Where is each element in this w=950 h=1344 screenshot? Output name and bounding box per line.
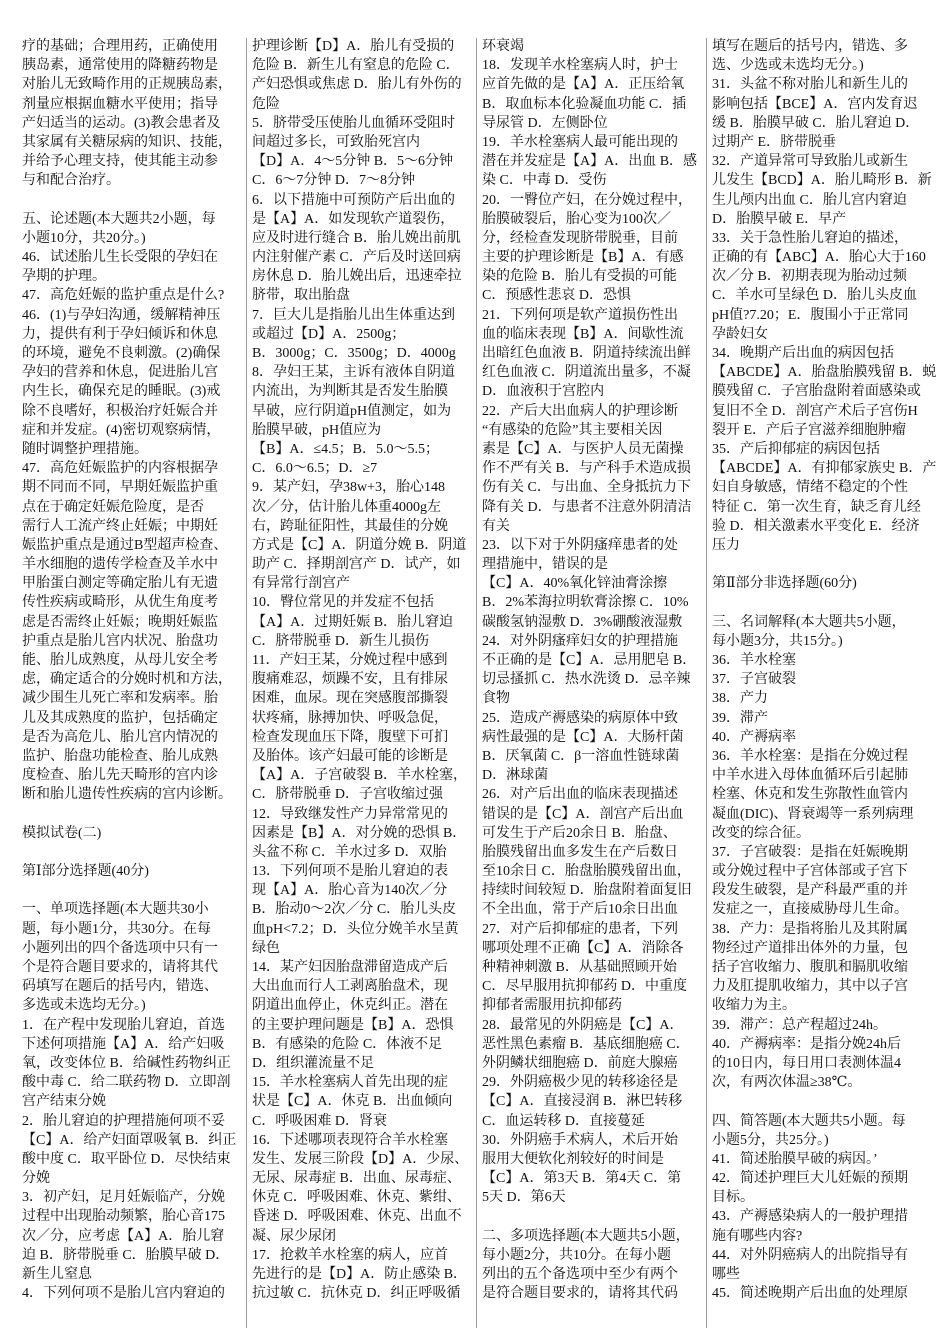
text-line: 方式是【C】A．阴道分娩 B．阴道 [252,537,467,553]
text-line: 列出的五个备选项中至少有两个 [482,1267,678,1282]
text-line: 先进行的是【D】A．防止感染 B． [252,1267,468,1282]
text-line: 错误的是【C】A．剖宫产后出血 [482,806,684,822]
text-line: 产妇恐惧或焦虑 D．胎儿有外伤的 [252,77,462,93]
text-line: 抑郁者需服用抗抑郁药 [482,998,622,1014]
text-line: 是符合题目要求的，请将其代码 [482,1286,678,1302]
text-line: 孕期的护理。 [22,269,106,285]
text-line: 9．某产妇，孕38w+3，胎心148 [252,480,446,496]
text-line: 产妇适当的运动。(3)教会患者及 [22,115,221,131]
text-line: 36．羊水栓塞 [712,653,796,668]
text-line: 16．下述哪项表现符合羊水栓塞 [252,1132,448,1148]
text-column-3 [482,37,704,1303]
text-line: 应及时进行缝合 B．胎儿娩出前肌 [252,230,461,246]
text-line: 娠监护重点是通过B型超声检查、 [22,537,228,553]
text-line: 二、多项选择题(本大题共5小题， [482,1228,690,1244]
text-line: 力及肛提肌收缩力，其中以子宫 [712,979,908,995]
text-line: 个是符合题目要求的，请将其代 [22,960,218,975]
text-line: 每小题2分，共10分。在每小题 [482,1247,671,1263]
text-line: 目标。 [712,1190,754,1206]
text-line: 47．高危妊娠的监护重点是什么? [22,288,225,304]
text-line: D．淋球菌 [482,768,549,784]
text-line: 点在于确定妊娠危险度，是否 [22,499,204,515]
text-line: B．3000g；C．3500g；D．4000g [252,346,456,361]
text-line: pH值?7.20；E．腹围小于正常同 [712,307,909,323]
text-line: 模拟试卷(二) [22,825,102,841]
text-line: 44．对外阴癌病人的出院指导有 [712,1247,908,1263]
text-line: 红色血液 C．阴道流出量多，不凝 [482,365,691,381]
text-line: 35．产后抑郁症的病因包括 [712,441,880,457]
text-line: 五、论述题(本大题共2小题，每 [22,211,216,227]
text-line: 38．产力：是指将胎儿及其附属 [712,921,908,937]
text-line: 状是【C】A．休克 B．出血倾向 [252,1094,453,1110]
text-line: 22．产后大出血病人的护理诊断 [482,403,678,419]
text-line: 码填写在题后的括号内，错选、 [22,979,218,995]
text-line: 无尿、尿毒症 B．出血、尿毒症、 [252,1171,461,1187]
text-line: B．取血标本化验凝血功能 C．插 [482,96,687,112]
text-line: 次／分 B．初期表现为胎动过频 [712,269,907,285]
text-line: 39．滞产 [712,710,768,726]
text-line: 酸中毒 C．给二联药物 D．立即剖 [22,1075,231,1091]
text-line: 胎膜残留出血多发生在产后数日 [482,844,678,860]
text-line: 随时调整护理措施。 [22,441,148,457]
text-line: 新生儿窒息 [22,1267,92,1282]
text-line: D．胎膜早破 E．早产 [712,211,847,227]
text-line: 甲胎蛋白测定等确定胎儿有无遗 [22,576,218,592]
text-line: 小题列出的四个备选项中只有一 [22,940,218,956]
text-line: 【C】A．第3天 B．第4天 C．第 [482,1171,682,1187]
text-line: 大出血而行人工剥离胎盘术，现 [252,979,448,995]
text-line: 环衰竭 [482,39,524,54]
text-line: 伤有关 C．与出血、全身抵抗力下 [482,480,691,496]
text-line: 4．下列何项不是胎儿宫内窘迫的 [22,1286,225,1302]
text-line: 危险 B．新生儿有窒息的危险 C． [252,58,460,74]
text-line: 5天 D．第6天 [482,1190,566,1206]
text-line: 四、简答题(本大题共5小题。每 [712,1113,906,1129]
text-line: 38．产力 [712,691,768,707]
text-line: 度检查、胎儿先天畸形的宫内诊 [22,768,218,784]
text-line: 或超过【D】A．2500g； [252,326,406,342]
text-line: D．血液积于宫腔内 [482,384,605,400]
text-line: 与和配合治疗。 [22,173,120,189]
text-line: 素是【C】A．与医护人员无菌操 [482,441,684,457]
text-line: 多选或未选均无分。) [22,998,146,1014]
text-line: 可发生于产后20余日 B．胎盘、 [482,825,677,841]
text-line: 裂开 E．产后子宫滋养细胞肿瘤 [712,422,907,438]
text-line: 生儿颅内出血 C．胎儿宫内窘迫 [712,192,907,208]
text-line: 分，经检查发现脐带脱垂，目前 [482,230,678,246]
text-line: 39．滞产：总产程超过24h。 [712,1017,887,1033]
text-line: 33．关于急性胎儿窘迫的描述， [712,230,908,246]
text-line: 出暗红色血液 B．阴道持续流出鲜 [482,346,691,361]
text-line: 【A】A．过期妊娠 B．胎儿窘迫 [252,614,454,630]
text-line: 31．头盆不称对胎儿和新生儿的 [712,77,908,93]
text-line: 内生长，确保充足的睡眠。(3)戒 [22,384,221,400]
blank-line [22,881,244,900]
text-line: 孕龄妇女 [712,326,768,342]
text-line: 第Ⅱ部分非选择题(60分) [712,576,857,592]
text-line: 47．高危妊娠监护的内容根据孕 [22,461,218,477]
text-line: 6．以下措施中可预防产后出血的 [252,192,455,208]
text-line: B．2%苯海拉明软膏涂擦 C．10% [482,595,689,611]
text-line: 疗的基础；合理用药，正确使用 [22,39,218,54]
text-line: 14．某产妇因胎盘滞留造成产后 [252,960,448,975]
text-line: C．脐带脱垂 D．新生儿损伤 [252,633,429,649]
text-line: 段发生破裂，是产科最严重的并 [712,883,908,899]
text-line: 绿色 [252,940,280,956]
text-line: 19．羊水栓塞病人最可能出现的 [482,134,678,150]
text-line: 影响包括【BCE】A．宫内发育迟 [712,96,918,112]
text-line: 复旧不全 D．剖宫产术后子宫伤H [712,403,918,419]
text-line: 【D】A．4～5分钟 B．5～6分钟 [252,154,454,170]
text-line: B．有感染的危险 C．体液不足 [252,1036,443,1052]
text-line: 次／分，应考虑【A】A．胎儿窘 [22,1228,225,1244]
text-line: B．厌氧菌 C．β一溶血性链球菌 [482,748,680,764]
text-line: 20．一臀位产妇，在分娩过程中， [482,192,692,208]
text-line: 【C】A．直接浸润 B．淋巴转移 [482,1094,683,1110]
text-line: 是否为高危儿、胎儿宫内情况的 [22,729,218,745]
column-divider [706,38,707,1328]
text-line: 恶性黑色素瘤 B．基底细胞癌 C． [482,1036,690,1052]
text-line: 24．对外阴瘙痒妇女的护理措施 [482,633,678,649]
text-line: 脐带，取出胎盘 [252,288,350,304]
text-column-1 [22,37,244,1303]
text-line: 血pH<7.2；D．头位分娩羊水呈黄 [252,921,459,937]
text-line: 次／分，估计胎儿体重4000g左 [252,499,441,515]
text-line: 是【A】A．如发现软产道裂伤， [252,211,455,227]
text-line: 37．子宫破裂 [712,672,796,688]
text-line: 特征 C．第一次生育，缺乏育儿经 [712,499,921,515]
text-line: 收缩力为主。 [712,998,796,1014]
text-line: 服用大便软化剂较好的时间是 [482,1151,664,1167]
text-line: 孕妇的营养和休息，促进胎儿宫 [22,365,218,381]
text-line: 并给予心理支持，使其能主动参 [22,154,218,170]
text-line: 主要的护理诊断是【B】A．有感 [482,250,684,266]
text-line: 压力 [712,537,740,553]
text-line: 需行人工流产终止妊娠；中期妊 [22,518,218,534]
text-line: 45．简述晚期产后出血的处理原 [712,1286,908,1302]
text-line: 发生、发展三阶段【D】A．少尿、 [252,1151,469,1167]
text-line: 每小题3分，共15分。) [712,633,843,649]
text-line: 15．羊水栓塞病人首先出现的症 [252,1075,448,1091]
text-line: 检查发现血压下降，腹壁下可扪 [252,729,448,745]
text-line: 困难，血尿。现在突感腹部撕裂 [252,691,448,707]
text-line: 除不良嗜好，积极治疗妊娠合并 [22,403,218,419]
text-line: 1．在产程中发现胎儿窘迫，首选 [22,1017,225,1033]
text-line: 胎膜破裂后，胎心变为100次／ [482,211,671,227]
text-line: 膜残留 C．子宫胎盘附着面感染或 [712,384,921,400]
text-line: 小题5分，共25分。) [712,1132,829,1148]
text-line: 的10日内，每日用口表测体温4 [712,1055,901,1071]
text-line: C．6.0～6.5；D．≥7 [252,461,378,477]
text-line: 46．试述胎儿生长受限的孕妇在 [22,250,218,266]
text-line: 氧，改变体位 B．给碱性药物纠正 [22,1055,231,1071]
text-line: C．脐带脱垂 D．子宫收缩过强 [252,787,443,803]
text-line: 不全出血，常于产后10余日出血 [482,902,678,918]
text-line: 病性最强的是【C】A．大肠杆菌 [482,729,684,745]
text-line: 25．造成产褥感染的病原体中致 [482,710,678,726]
text-line: 虑是否需终止妊娠；晚期妊娠监 [22,614,218,630]
text-line: 40．产褥病率：是指分娩24h后 [712,1036,901,1052]
blank-line [22,191,244,210]
text-line: 27．对产后抑郁症的患者，下列 [482,921,678,937]
text-line: C．呼吸困难 D．肾衰 [252,1113,387,1129]
text-line: 2．胎儿窘迫的护理措施何项不妥 [22,1113,225,1129]
text-line: 染的危险 B．胎儿有受损的可能 [482,269,677,285]
text-line: 种精神刺激 B．从基础照顾开始 [482,960,677,975]
text-line: 42．简述护理巨大儿妊娠的预期 [712,1171,908,1187]
text-line: 发症之一，直接威胁母儿生命。 [712,902,908,918]
text-line: C．羊水可呈绿色 D．胎儿头皮血 [712,288,917,304]
text-line: 中羊水进入母体血循环后引起肺 [712,768,908,784]
text-line: 染 C．中毒 D．受伤 [482,173,607,189]
text-line: 期不同而不同，早期妊娠监护重 [22,480,218,496]
text-line: 26．对产后出血的临床表现描述 [482,787,678,803]
text-line: C．尽早服用抗抑郁药 D．中重度 [482,979,687,995]
text-line: 37．子宫破裂：是指在妊娠晚期 [712,844,908,860]
column-divider [476,38,477,1328]
text-line: 抗过敏 C．抗休克 D．纠正呼吸循 [252,1286,461,1302]
text-line: 41．简述胎膜早破的病因。’ [712,1151,878,1167]
text-line: 第Ⅰ部分选择题(40分) [22,864,149,880]
text-line: 减少围生儿死亡率和发病率。胎 [22,691,218,707]
text-line: 头盆不称 C．羊水过多 D．双胎 [252,844,447,860]
text-line: 监护、胎盘功能检查、胎儿成熟 [22,748,218,764]
text-line: 切忌搔抓 C．热水洗烫 D．忌辛辣 [482,672,691,688]
text-line: 酸中度 C．取平卧位 D．尽快结束 [22,1151,231,1167]
text-line: 的环境，避免不良刺激。(2)确保 [22,346,221,361]
text-line: 助产 C．择期剖宫产 D．试产，如 [252,557,461,573]
text-line: 妇自身敏感，情绪不稳定的个性 [712,480,908,496]
text-line: 29．外阴癌极少见的转移途径是 [482,1075,678,1091]
text-line: 次，有两次体温≥38℃。 [712,1075,862,1091]
text-line: C．预感性悲哀 D．恐惧 [482,288,631,304]
text-line: 18．发现羊水栓塞病人时，护士 [482,58,678,74]
text-line: 现【A】A．胎心音为140次／分 [252,883,448,899]
text-line: 碳酸氢钠湿敷 D．3%硼酸液湿敷 [482,614,683,630]
text-line: 【B】A．≤4.5；B．5.0～5.5； [252,441,439,457]
text-line: 食物 [482,691,510,707]
text-line: 32．产道异常可导致胎儿或新生 [712,154,908,170]
column-divider [246,38,247,1328]
text-line: 【ABCDE】A．有抑郁家族史 B．产 [712,461,937,477]
text-line: 能、胎儿成熟度，从母儿安全考 [22,653,218,668]
text-line: D．组织灌流量不足 [252,1055,375,1071]
text-line: 43．产褥感染病人的一般护理措 [712,1209,908,1225]
text-line: 理措施中，错误的是 [482,557,608,573]
text-line: 括子宫收缩力、腹肌和膈肌收缩 [712,960,908,975]
text-line: 危险 [252,96,280,112]
text-line: 三、名词解释(本大题共5小题， [712,614,906,630]
text-line: 对胎儿无致畸作用的正规胰岛素， [22,77,232,93]
text-line: 正确的有【ABC】A．胎心大于160 [712,250,926,266]
text-line: 哪些 [712,1267,740,1282]
text-line: 内流出，为判断其是否发生胎膜 [252,384,448,400]
text-line: 持续时间较短 D．胎盘附着面复旧 [482,883,692,899]
blank-line [712,1092,934,1111]
text-line: C．血运转移 D．直接蔓延 [482,1113,645,1129]
text-line: 40．产褥病率 [712,729,796,745]
text-line: 内注射催产素 C．产后及时送回病 [252,250,461,266]
text-line: 36．羊水栓塞：是指在分娩过程 [712,748,908,764]
text-line: 虑，确定适合的分娩时机和方法， [22,672,232,688]
text-line: 及胎体。该产妇最可能的诊断是 [252,748,448,764]
text-line: 胎膜早破，pH值应为 [252,422,382,438]
text-line: 30．外阴癌手术病人，术后开始 [482,1132,678,1148]
text-line: 其家属有关糖尿病的知识、技能， [22,134,232,150]
text-line: 导尿管 D．左侧卧位 [482,115,608,131]
text-line: 施有哪些内容? [712,1228,803,1244]
text-line: 一、单项选择题(本大题共30小 [22,902,209,918]
text-line: 17．抢救羊水栓塞的病人，应首 [252,1247,448,1263]
text-line: 【ABCDE】A．胎盘胎膜残留 B．蜕 [712,365,937,381]
text-line: 7．巨大儿是指胎儿出生体重达到 [252,307,455,323]
text-line: 缓 B．胎膜早破 C．胎儿窘迫 D． [712,115,920,131]
text-line: 8．孕妇王某，主诉有液体自阴道 [252,365,455,381]
text-line: 过程中出现胎动频繁，胎心音175 [22,1209,225,1225]
text-line: 23．以下对于外阴瘙痒患者的处 [482,537,678,553]
text-line: 迫 B．脐带脱垂 C．胎膜早破 D． [22,1247,230,1263]
text-line: 间超过多长，可致胎死宫内 [252,134,420,150]
text-line: 降有关 D．与患者不注意外阴清洁 [482,499,692,515]
text-line: 【A】A．子宫破裂 B．羊水栓塞， [252,768,468,784]
text-line: 哪项处理不正确【C】A．消除各 [482,940,684,956]
text-line: 10．臀位常见的并发症不包括 [252,595,434,611]
text-line: 46．(1)与孕妇沟通，缓解精神压 [22,307,221,323]
text-line: 腹痛难忍，烦躁不安，且有排尿 [252,672,448,688]
text-line: 血的临床表现【B】A．间歇性流 [482,326,684,342]
text-line: 护重点是胎儿宫内状况、胎盘功 [22,633,218,649]
text-line: 羊水细胞的遗传学检查及羊水中 [22,557,218,573]
text-column-2 [252,37,474,1303]
text-line: 凝血(DIC)、肾衰竭等一系列病理 [712,806,914,822]
text-line: 护理诊断【D】A．胎儿有受损的 [252,39,455,54]
text-line: 的主要护理问题是【B】A．恐惧 [252,1017,454,1033]
text-line: 选、少选或未选均无分。) [712,58,864,74]
blank-line [482,1207,704,1226]
text-line: 至10余日 C．胎盘胎膜残留出血， [482,864,691,880]
text-line: 有关 [482,518,510,534]
text-line: 验 D．相关激素水平变化 E．经济 [712,518,920,534]
text-line: 28．最常见的外阴癌是【C】A． [482,1017,684,1033]
text-line: 儿发生【BCD】A．胎儿畸形 B．新 [712,173,932,189]
blank-line [22,843,244,862]
text-line: 作不严有关 B．与产科手术造成损 [482,461,691,477]
blank-line [22,805,244,824]
text-line: 下述何项措施【A】A．给产妇吸 [22,1036,225,1052]
text-line: 【C】A．40%氧化锌油膏涂擦 [482,576,668,592]
text-line: 断和胎儿遗传性疾病的宫内诊断。 [22,787,232,803]
text-line: 3．初产妇，足月妊娠临产，分娩 [22,1190,225,1206]
text-line: 不正确的是【C】A．忌用肥皂 B． [482,653,697,668]
text-line: 右，跨耻征阳性，其最佳的分娩 [252,518,448,534]
text-line: 症和并发症。(4)密切观察病情， [22,422,221,438]
text-line: 剂量应根据血糖水平使用；指导 [22,96,218,112]
text-line: 小题10分，共20分。) [22,230,146,246]
text-line: 13．下列何项不是胎儿窘迫的表 [252,864,448,880]
blank-line [712,555,934,574]
text-line: 34．晚期产后出血的病因包括 [712,346,894,361]
text-line: 力，提供有利于孕妇倾诉和休息 [22,326,218,342]
text-line: 凝、尿少尿闭 [252,1228,336,1244]
text-line: 因素是【B】A．对分娩的恐惧 B． [252,825,467,841]
text-line: 12．导致继发性产力异常常见的 [252,806,448,822]
text-line: 胰岛素，通常使用的降糖药物是 [22,58,218,74]
text-line: 早破，应行阴道pH值测定，如为 [252,403,452,419]
blank-line [712,593,934,612]
text-line: 题，每小题1分，共30分。在每 [22,921,211,937]
text-column-4 [712,37,937,1303]
text-line: 过期产 E．脐带脱垂 [712,134,837,150]
text-line: 阴道出血停止，休克纠正。潜在 [252,998,448,1014]
text-line: 11．产妇王某，分娩过程中感到 [252,653,448,668]
text-line: 应首先做的是【A】A．正压给氧 [482,77,685,93]
text-line: C．6～7分钟 D．7～8分钟 [252,173,415,189]
text-line: 儿及其成熟度的监护，包括确定 [22,710,218,726]
text-line: 宫产结束分娩 [22,1094,106,1110]
text-line: 房休息 D．胎儿娩出后，迅速牵拉 [252,269,462,285]
text-line: 有异常行剖宫产 [252,576,350,592]
text-line: 5．脐带受压使胎儿血循环受阻时 [252,115,455,131]
text-line: 填写在题后的括号内，错选、多 [712,39,908,54]
text-line: 21．下列何项是软产道损伤性出 [482,307,678,323]
text-line: “有感染的危险”其主要相关因 [482,422,663,438]
text-line: B．胎动0～2次／分 C．胎儿头皮 [252,902,457,918]
text-line: 物经过产道排出体外的力量，包 [712,940,908,956]
text-line: 外阴鳞状细胞癌 D．前庭大腺癌 [482,1055,678,1071]
text-line: 潜在并发症是【A】A．出血 B．感 [482,154,698,170]
text-line: 分娩 [22,1171,50,1187]
text-line: 昏迷 D．呼吸困难、休克、出血不 [252,1209,462,1225]
text-line: 或分娩过程中子宫体部或子宫下 [712,864,908,880]
text-line: 栓塞、休克和发生弥散性血管内 [712,787,908,803]
text-line: 休克 C．呼吸困难、休克、紫绀、 [252,1190,461,1206]
text-line: 传性疾病或畸形，从优生角度考 [22,595,218,611]
text-line: 改变的综合征。 [712,825,810,841]
text-line: 【C】A．给产妇面罩吸氧 B．纠正 [22,1132,237,1148]
text-line: 状疼痛，脉搏加快、呼吸急促， [252,710,448,726]
